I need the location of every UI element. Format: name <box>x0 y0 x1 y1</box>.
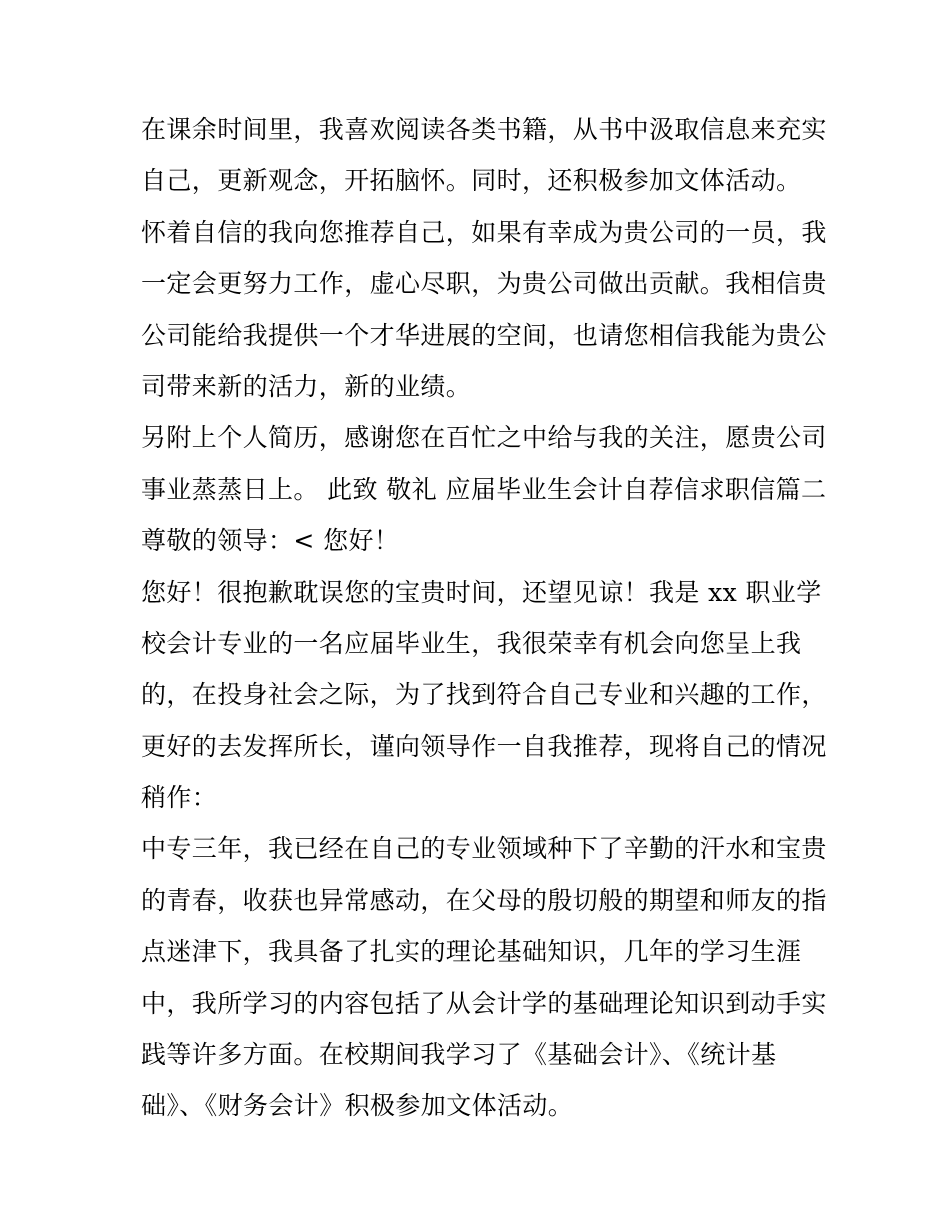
body-text <box>141 104 827 1132</box>
text-line: 自己，更新观念，开拓脑怀。同时，还积极参加文体活动。 <box>141 166 802 196</box>
text-line: 尊敬的领导：< 您好！ <box>141 526 400 556</box>
text-line: 校会计专业的一名应届毕业生，我很荣幸有机会向您呈上我 <box>141 628 802 658</box>
text-line: 的青春，收获也异常感动，在父母的殷切般的期望和师友的指 <box>141 885 827 915</box>
text-line: 础》、《财务会计》积极参加文体活动。 <box>141 1091 574 1121</box>
text-line: 您好！很抱歉耽误您的宝贵时间，还望见谅！我是 xx 职业学 <box>141 577 822 607</box>
text-line: 中，我所学习的内容包括了从会计学的基础理论知识到动手实 <box>141 988 827 1018</box>
text-line: 更好的去发挥所长，谨向领导作一自我推荐，现将自己的情况 <box>141 731 827 761</box>
text-line: 司带来新的活力，新的业绩。 <box>141 371 472 401</box>
text-line: 稍作： <box>141 783 218 813</box>
text-line: 践等许多方面。在校期间我学习了《基础会计》、《统计基 <box>141 1040 777 1070</box>
text-line: 中专三年，我已经在自己的专业领域种下了辛勤的汗水和宝贵 <box>141 834 827 864</box>
text-line: 怀着自信的我向您推荐自己，如果有幸成为贵公司的一员，我 <box>141 217 827 247</box>
text-line: 的，在投身社会之际，为了找到符合自己专业和兴趣的工作， <box>141 680 827 710</box>
text-line: 在课余时间里，我喜欢阅读各类书籍，从书中汲取信息来充实 <box>141 115 827 144</box>
text-line: 公司能给我提供一个才华进展的空间，也请您相信我能为贵公 <box>141 320 827 350</box>
text-line: 一定会更努力工作，虚心尽职，为贵公司做出贡献。我相信贵 <box>141 269 827 299</box>
text-line: 事业蒸蒸日上。 此致 敬礼 应届毕业生会计自荐信求职信篇二 <box>141 474 827 504</box>
text-line: 点迷津下，我具备了扎实的理论基础知识，几年的学习生涯 <box>141 937 802 967</box>
text-line: 另附上个人简历，感谢您在百忙之中给与我的关注，愿贵公司 <box>141 423 827 453</box>
